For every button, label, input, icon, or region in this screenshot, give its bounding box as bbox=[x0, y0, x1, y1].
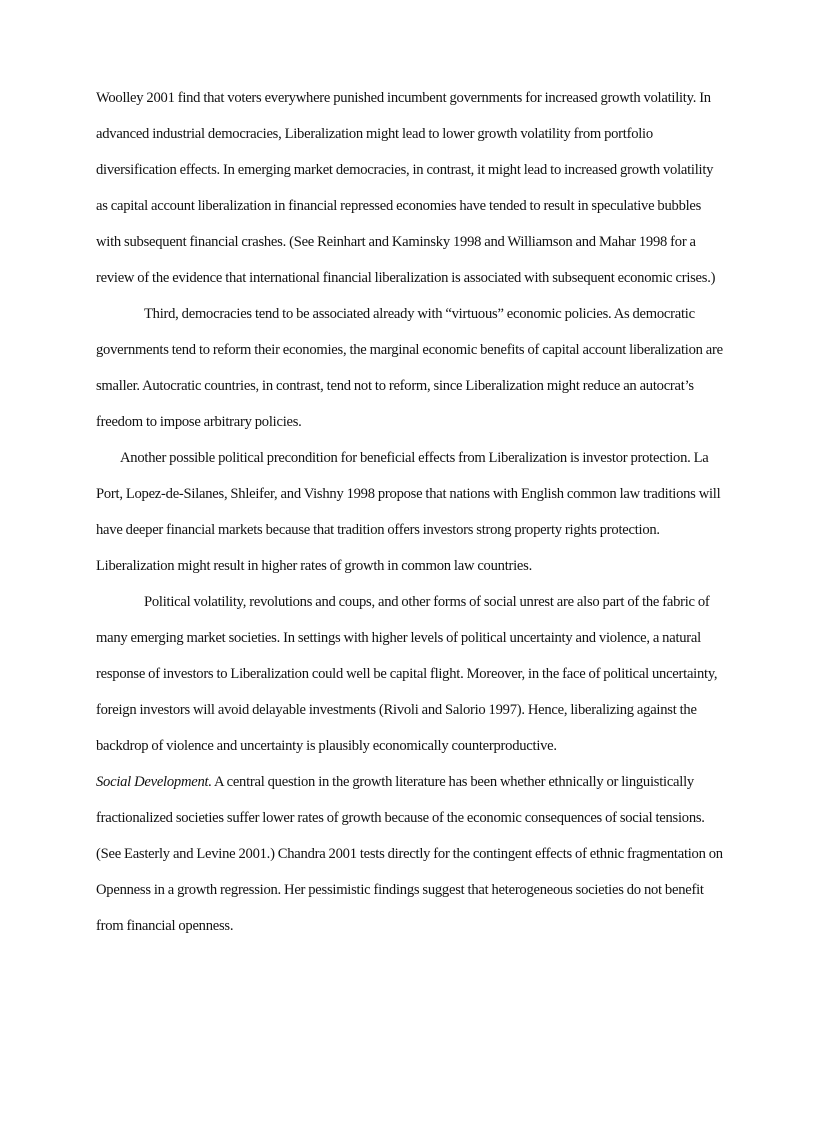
paragraph-social-development bbox=[96, 764, 726, 944]
section-heading-social-development: Social Development. bbox=[96, 774, 212, 790]
social-development-body: A central question in the growth literature has been whether ethnically or linguistically fractionalized societies suffer lower rates of growth because of the economic consequences of social tensions. (See Easterly and Levine 2001.) Chandra 2001 tests directly for the contingent effects of ethnic fragmentation on Openness in a growth regression. Her pessimistic findings suggest that heterogeneous societies do not benefit from financial openness. bbox=[96, 774, 723, 934]
document-page bbox=[96, 80, 726, 944]
paragraph-political-volatility: Political volatility, revolutions and coups, and other forms of social unrest are also part of the fabric of many emerging market societies. In settings with higher levels of political uncertainty and violence, a natural response of investors to Liberalization could well be capital flight. Moreover, in the face of political uncertainty, foreign investors will avoid delayable investments (Rivoli and Salorio 1997). Hence, liberalizing against the backdrop of violence and uncertainty is plausibly economically counterproductive. bbox=[96, 594, 718, 754]
paragraph-continuation: Woolley 2001 find that voters everywhere punished incumbent governments for increased growth volatility. In advanced industrial democracies, Liberalization might lead to lower growth volatility from portfolio diversification effects. In emerging market democracies, in contrast, it might lead to increased growth volatility as capital account liberalization in financial repressed economies have tended to result in speculative bubbles with subsequent financial crashes. (See Reinhart and Kaminsky 1998 and Williamson and Mahar 1998 for a review of the evidence that international financial liberalization is associated with subsequent economic crises.) bbox=[96, 90, 716, 286]
paragraph-third-point: Third, democracies tend to be associated already with “virtuous” economic policies. As democratic governments tend to reform their economies, the marginal economic benefits of capital account liberalization are smaller. Autocratic countries, in contrast, tend not to reform, since Liberalization might reduce an autocrat’s freedom to impose arbitrary policies. bbox=[96, 306, 723, 430]
paragraph-investor-protection: Another possible political precondition for beneficial effects from Liberalization is investor protection. La Port, Lopez-de-Silanes, Shleifer, and Vishny 1998 propose that nations with English common law traditions will have deeper financial markets because that tradition offers investors strong property rights protection. Liberalization might result in higher rates of growth in common law countries. bbox=[96, 450, 721, 574]
